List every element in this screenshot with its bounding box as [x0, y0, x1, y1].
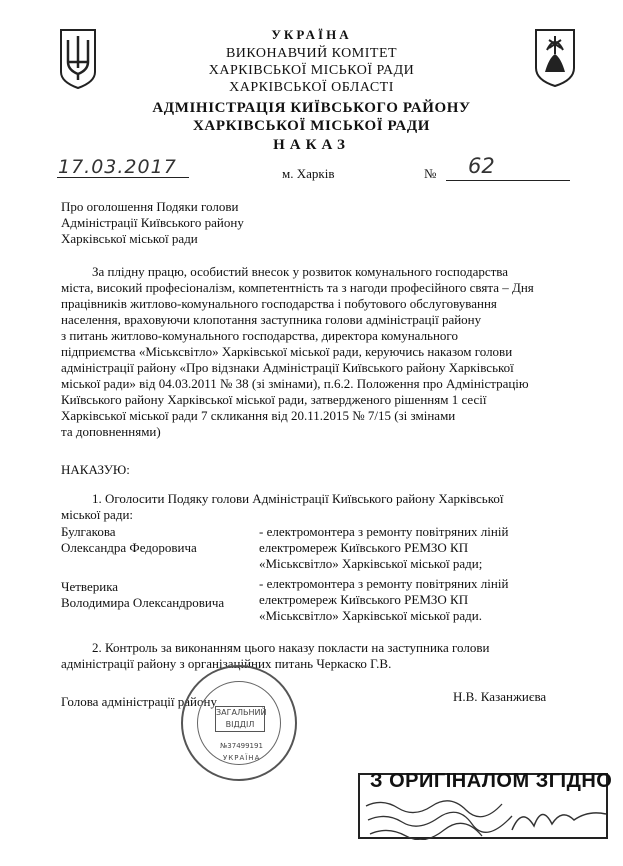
round-stamp-center-line2: ВІДДІЛ — [225, 720, 255, 729]
round-stamp-bottom: УКРАЇНА — [223, 754, 261, 762]
item2-line1: 2. Контроль за виконанням цього наказу покласти на заступника голови — [92, 640, 490, 655]
person1-role-line2: електромереж Київського РЕМЗО КП — [259, 540, 469, 555]
city-label: м. Харків — [282, 166, 335, 181]
header-country: УКРАЇНА — [271, 27, 352, 42]
preamble-line: За плідну працю, особистий внесок у розвиток комунального господарства — [92, 264, 509, 279]
header-committee-line2: ХАРКІВСЬКОЇ МІСЬКОЇ РАДИ — [208, 63, 415, 78]
preamble-line: Київського району Харківської міської ради, затвердженого рішенням 1 сесії — [61, 392, 487, 407]
person1-surname: Булгакова — [61, 524, 116, 539]
signatory-name: Н.В. Казанжиєва — [453, 689, 547, 704]
item1-line1: 1. Оголосити Подяку голови Адміністрації Київського району Харківської — [92, 491, 504, 506]
header-admin-line1: АДМІНІСТРАЦІЯ КИЇВСЬКОГО РАЙОНУ — [152, 100, 471, 116]
person1-role-line3: «Міськсвітло» Харківської міської ради; — [259, 556, 483, 571]
round-stamp-center-line1: ЗАГАЛЬНИЙ — [216, 708, 267, 717]
signatory-position: Голова адміністрації району — [61, 694, 217, 709]
number-sign: № — [424, 166, 437, 181]
preamble-line: міста, високий професіоналізм, компетентність та з нагоди професійного свята – Дня — [61, 280, 534, 295]
subject-line2: Адміністрації Київського району — [61, 215, 244, 230]
item1-line2: міської ради: — [61, 507, 134, 522]
person2-surname: Четверика — [61, 579, 119, 594]
person1-name: Олександра Федоровича — [61, 540, 197, 555]
person1-role-line1: - електромонтера з ремонту повітряних ліній — [259, 524, 509, 539]
preamble-line: з питань житлово-комунального господарства, директора комунального — [61, 328, 458, 343]
header-committee-line3: ХАРКІВСЬКОЇ ОБЛАСТІ — [229, 80, 394, 95]
preamble-line: Харківської міської ради 7 скликання від 20.11.2015 № 7/15 (зі змінами — [61, 408, 456, 423]
subject-line1: Про оголошення Подяки голови — [61, 199, 239, 214]
handwritten-certification-scribble — [362, 796, 612, 840]
person2-role-line2: електромереж Київського РЕМЗО КП — [259, 592, 469, 607]
preamble-line: та доповненнями) — [61, 424, 161, 439]
header-admin-line2: ХАРКІВСЬКОЇ МІСЬКОЇ РАДИ — [192, 118, 431, 134]
preamble-line: міської ради» від 04.03.2011 № 38 (зі змінами), п.6.2. Положення про Адміністрацію — [61, 376, 529, 391]
date-handwritten: 17.03.2017 — [58, 156, 177, 178]
original-copy-stamp-title: З ОРИГІНАЛОМ ЗГІДНО — [370, 770, 613, 792]
round-stamp-code: №37499191 — [220, 742, 263, 750]
preamble-line: підприємства «Міськсвітло» Харківської міської ради, керуючись наказом голови — [61, 344, 513, 359]
date-underline — [57, 177, 189, 178]
preamble-line: населення, враховуючи клопотання заступника голови адміністрації району — [61, 312, 482, 327]
person2-role-line3: «Міськсвітло» Харківської міської ради. — [259, 608, 482, 623]
person2-role-line1: - електромонтера з ремонту повітряних ліній — [259, 576, 509, 591]
number-handwritten: 62 — [468, 154, 495, 178]
preamble-line: адміністрації району «Про відзнаки Адміністрації Київського району Харківської — [61, 360, 514, 375]
subject-line3: Харківської міської ради — [61, 231, 198, 246]
item2-line2: адміністрації району з організаційних питань Черкаско Г.В. — [61, 656, 392, 671]
preamble-line: працівників житлово-комунального господарства і побутового обслуговування — [61, 296, 497, 311]
order-word: НАКАЗУЮ: — [61, 462, 130, 477]
header-committee-line1: ВИКОНАВЧИЙ КОМІТЕТ — [225, 46, 398, 61]
person2-name: Володимира Олександровича — [61, 595, 225, 610]
number-underline — [446, 180, 570, 181]
round-stamp-center-box — [215, 706, 265, 732]
document-type-title: НАКАЗ — [273, 137, 350, 153]
